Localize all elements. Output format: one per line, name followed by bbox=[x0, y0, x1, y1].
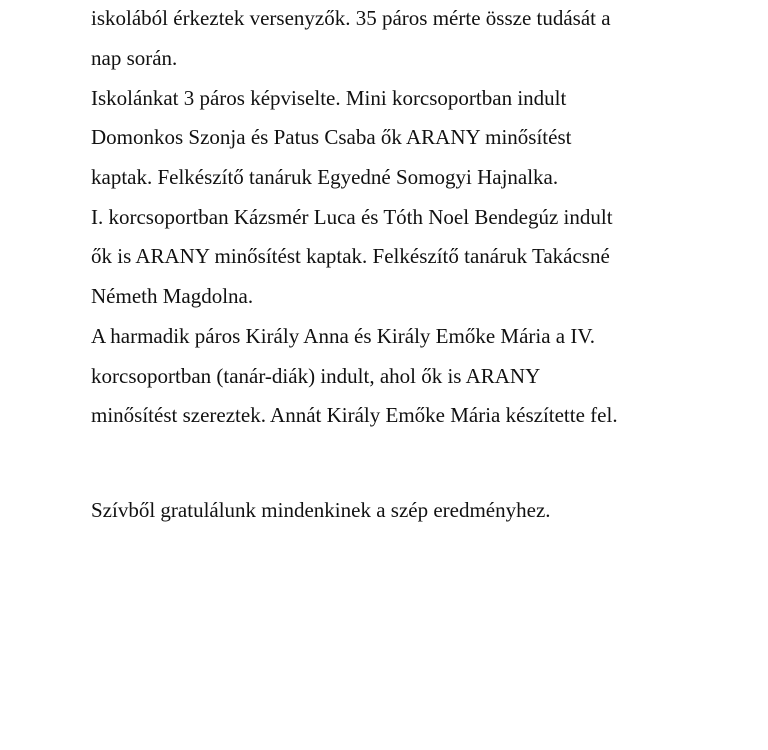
text-line-2: nap során. bbox=[91, 46, 178, 70]
text-line-5: kaptak. Felkészítő tanáruk Egyedné Somogyi Hajnalka. bbox=[91, 165, 559, 189]
text-line-1: iskolából érkeztek versenyzők. 35 páros mérte össze tudását a bbox=[91, 6, 611, 30]
text-line-3: Iskolánkat 3 páros képviselte. Mini korcsoportban indult bbox=[91, 86, 567, 110]
text-line-9: A harmadik páros Király Anna és Király Emőke Mária a IV. bbox=[91, 324, 596, 348]
text-line-7: ők is ARANY minősítést kaptak. Felkészítő tanáruk Takácsné bbox=[91, 244, 610, 268]
text-line-6: I. korcsoportban Kázsmér Luca és Tóth Noel Bendegúz indult bbox=[91, 205, 613, 229]
text-line-10: korcsoportban (tanár-diák) indult, ahol ők is ARANY bbox=[91, 364, 541, 388]
text-line-11: minősítést szereztek. Annát Király Emőke Mária készítette fel. bbox=[91, 403, 618, 427]
text-line-8: Németh Magdolna. bbox=[91, 284, 254, 308]
text-line-4: Domonkos Szonja és Patus Csaba ők ARANY minősítést bbox=[91, 125, 572, 149]
closing-line: Szívből gratulálunk mindenkinek a szép eredményhez. bbox=[91, 498, 551, 522]
